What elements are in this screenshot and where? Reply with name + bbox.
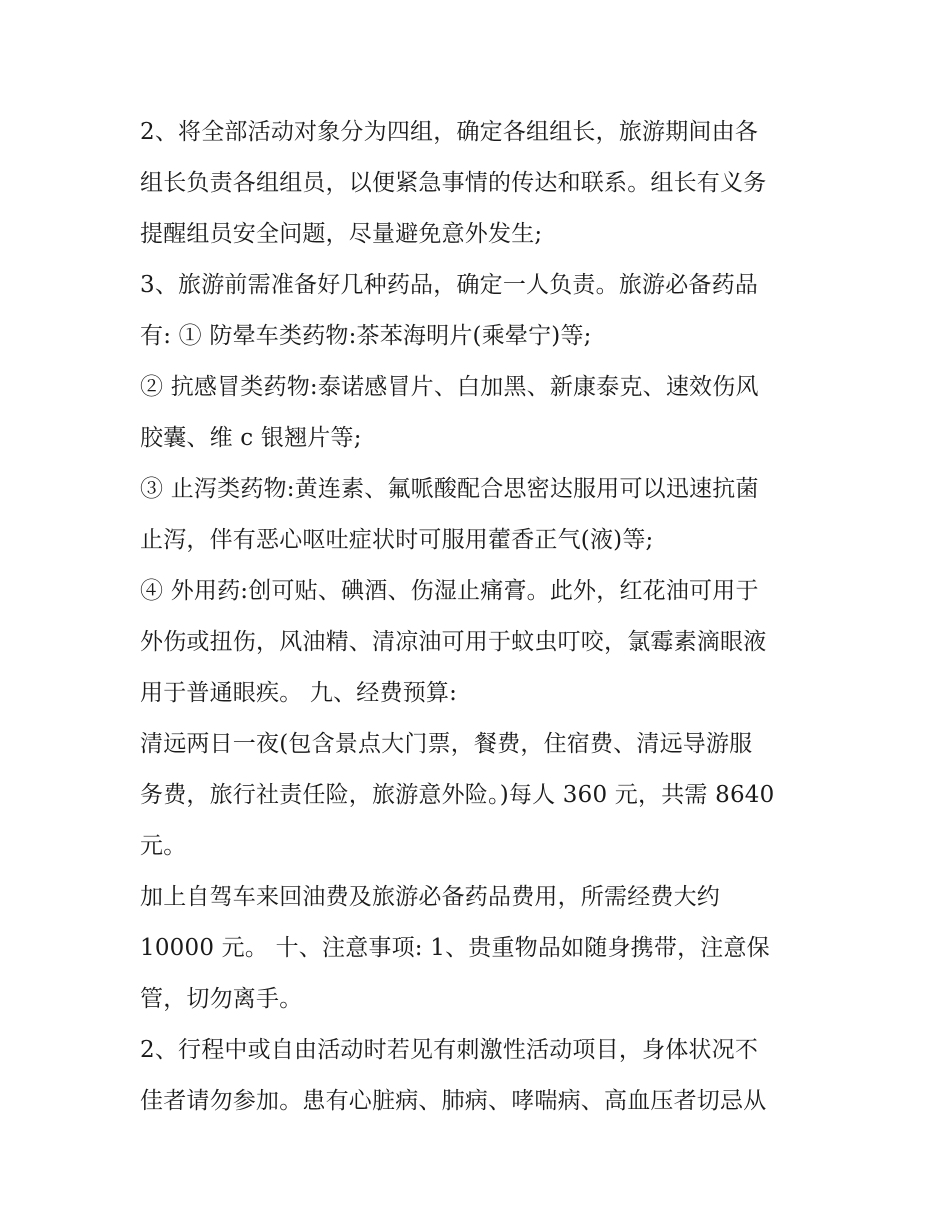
text-line: 务费，旅行社责任险，旅游意外险。)每人 360 元，共需 8640	[140, 782, 775, 808]
text-line: 外伤或扭伤，风油精、清凉油可用于蚊虫叮咬，氯霉素滴眼液	[140, 629, 767, 655]
text-line: 胶囊、维 c 银翘片等;	[140, 425, 362, 451]
text-line: 2、行程中或自由活动时若见有刺激性活动项目，身体状况不	[140, 1037, 759, 1063]
text-line: 用于普通眼疾。 九、经费预算:	[140, 680, 458, 706]
text-line: 元。	[140, 833, 187, 859]
text-line: ③ 止泻类药物:黄连素、氟哌酸配合思密达服用可以迅速抗菌	[140, 476, 759, 502]
text-line: 管，切勿离手。	[140, 986, 303, 1012]
text-line: 组长负责各组组员，以便紧急事情的传达和联系。组长有义务	[140, 170, 767, 196]
text-line: 有: ① 防晕车类药物:茶苯海明片(乘晕宁)等;	[140, 323, 592, 349]
text-line: 2、将全部活动对象分为四组，确定各组组长，旅游期间由各	[140, 119, 759, 145]
text-line: 提醒组员安全问题，尽量避免意外发生;	[140, 221, 543, 247]
text-line: 佳者请勿参加。患有心脏病、肺病、哮喘病、高血压者切忌从	[140, 1088, 767, 1114]
document-body	[140, 107, 820, 1127]
text-line: 清远两日一夜(包含景点大门票，餐费，住宿费、清远导游服	[140, 731, 753, 757]
text-line: 止泻，伴有恶心呕吐症状时可服用藿香正气(液)等;	[140, 527, 654, 553]
text-line: ④ 外用药:创可贴、碘酒、伤湿止痛膏。此外，红花油可用于	[140, 578, 759, 604]
text-line: ② 抗感冒类药物:泰诺感冒片、白加黑、新康泰克、速效伤风	[140, 374, 759, 400]
text-line: 加上自驾车来回油费及旅游必备药品费用，所需经费大约	[140, 884, 720, 910]
text-line: 3、旅游前需准备好几种药品，确定一人负责。旅游必备药品	[140, 272, 759, 298]
text-line: 10000 元。 十、注意事项: 1、贵重物品如随身携带，注意保	[140, 935, 770, 961]
